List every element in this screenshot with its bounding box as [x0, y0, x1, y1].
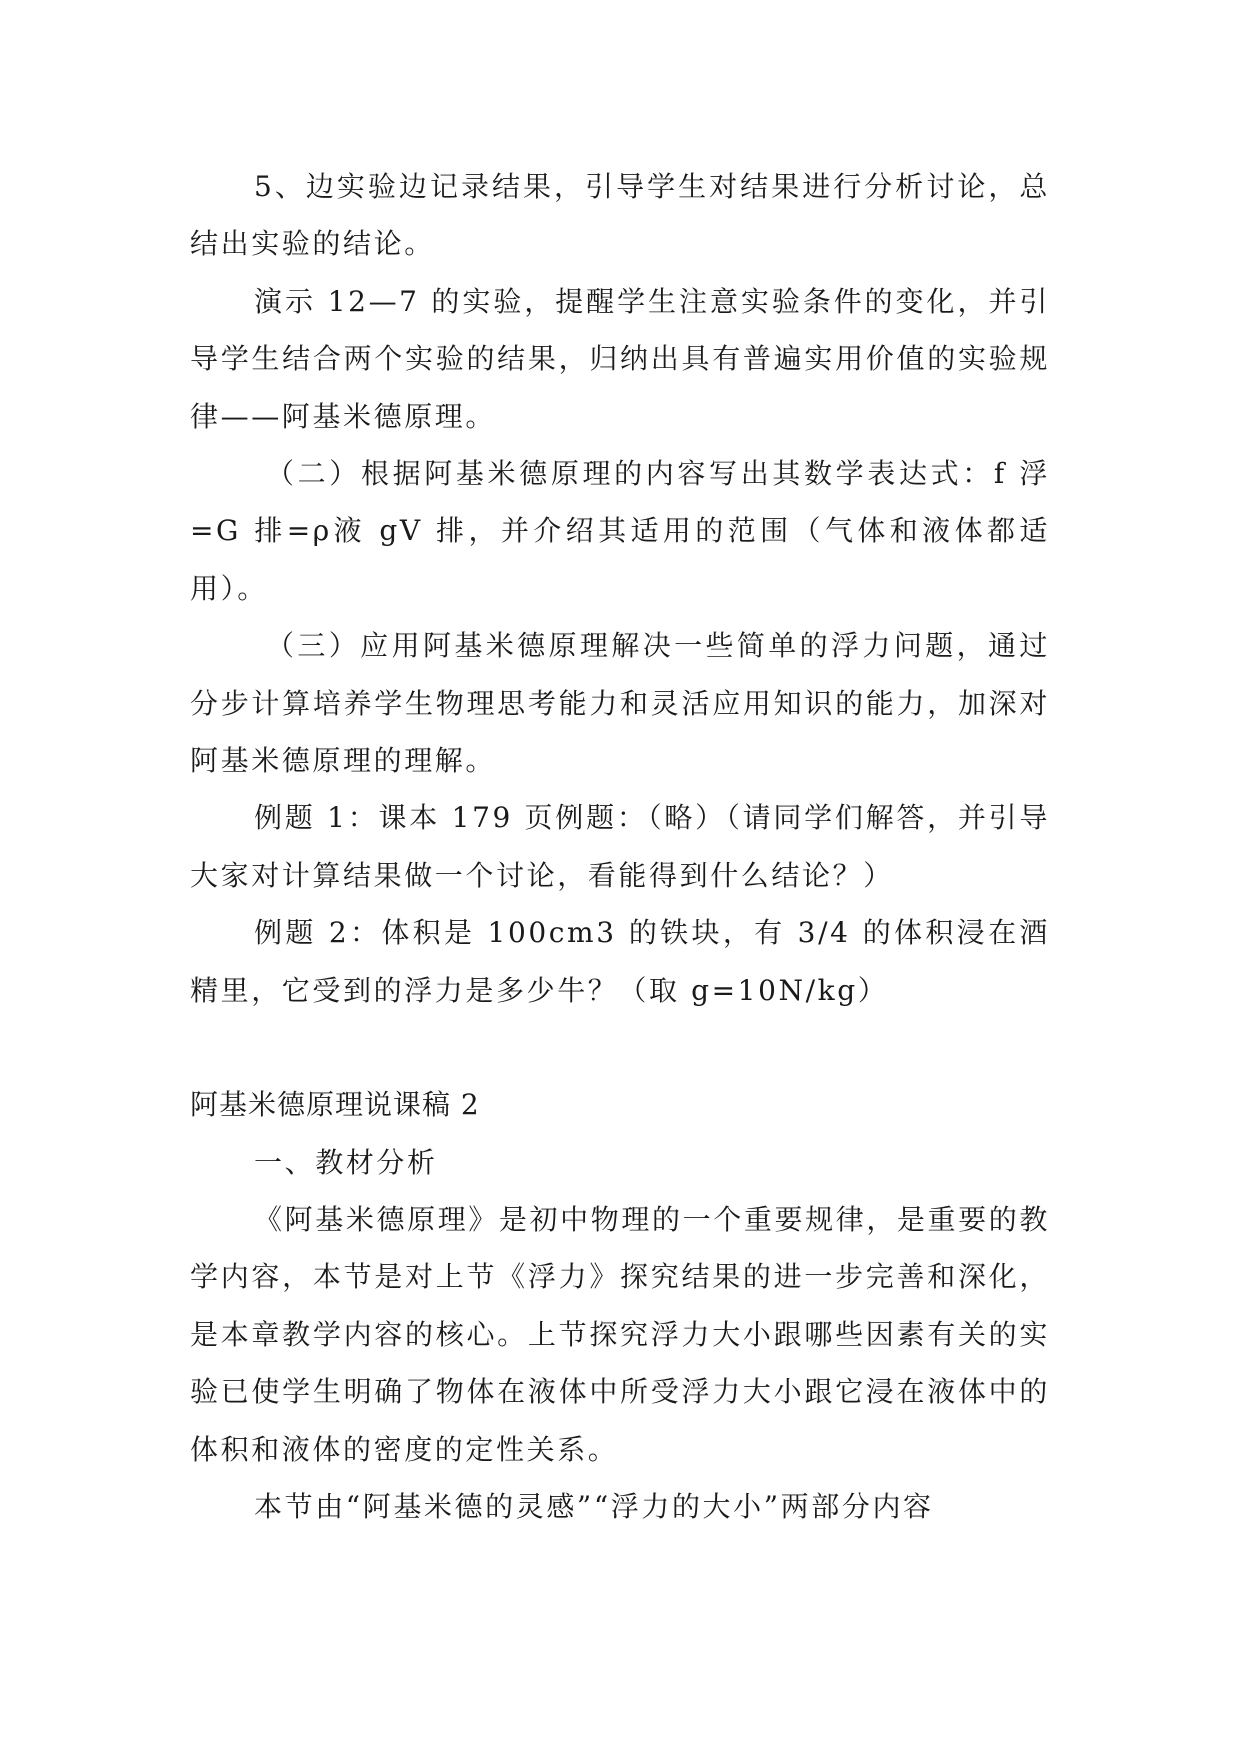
paragraph-example-2: 例题 2：体积是 100cm3 的铁块，有 3/4 的体积浸在酒精里，它受到的浮力是多少牛？（取 g=10N/kg）	[190, 916, 1050, 1007]
paragraph-formula: （二）根据阿基米德原理的内容写出其数学表达式：f 浮=G 排=ρ液 gV 排，并介绍其适用的范围（气体和液体都适用）。	[190, 457, 1050, 605]
paragraph-textbook-analysis-heading: 一、教材分析	[254, 1145, 438, 1179]
paragraph-textbook-analysis: 《阿基米德原理》是初中物理的一个重要规律，是重要的教学内容，本节是对上节《浮力》探究结果的进一步完善和深化，是本章教学内容的核心。上节探究浮力大小跟哪些因素有关的实验已使学生明确了物体在液体中所受浮力大小跟它浸在液体中的体积和液体的密度的定性关系。	[190, 1202, 1050, 1466]
document-body	[190, 158, 1050, 1535]
section-gap	[190, 1019, 1050, 1076]
paragraph-example-1: 例题 1：课本 179 页例题：（略）（请同学们解答，并引导大家对计算结果做一个讨论，看能得到什么结论？）	[190, 801, 1050, 892]
paragraph-section-content: 本节由“阿基米德的灵感”“浮力的大小”两部分内容	[254, 1489, 934, 1523]
paragraph-application: （三）应用阿基米德原理解决一些简单的浮力问题，通过分步计算培养学生物理思考能力和灵活应用知识的能力，加深对阿基米德原理的理解。	[190, 629, 1050, 778]
paragraph-demo-12-7: 演示 12—7 的实验，提醒学生注意实验条件的变化，并引导学生结合两个实验的结果，归纳出具有普遍实用价值的实验规律——阿基米德原理。	[190, 284, 1050, 433]
paragraph-experiment-record: 5、边实验边记录结果，引导学生对结果进行分析讨论，总结出实验的结论。	[190, 170, 1050, 261]
section-title: 阿基米德原理说课稿 2	[190, 1088, 480, 1122]
